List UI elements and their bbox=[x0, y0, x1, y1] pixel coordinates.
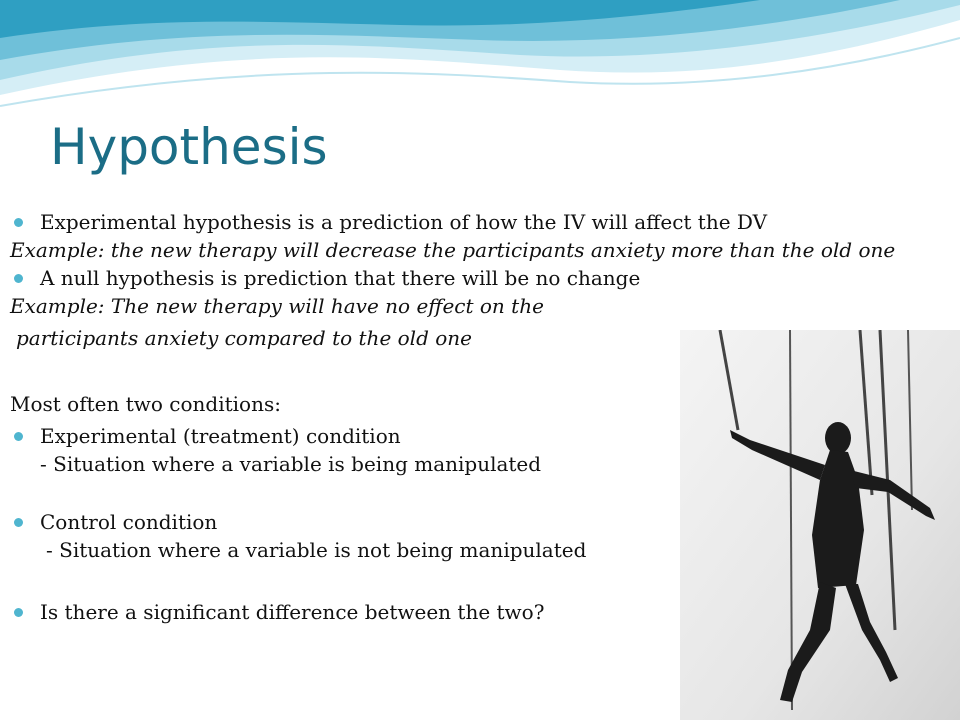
experimental-condition-label: Experimental (treatment) condition bbox=[40, 424, 401, 448]
conditions-heading: Most often two conditions: bbox=[10, 392, 281, 416]
bullet-significant-difference: Is there a significant difference between the two? bbox=[10, 598, 950, 626]
control-condition-detail: - Situation where a variable is not being manipulated bbox=[46, 538, 587, 562]
header-wave-decoration bbox=[0, 0, 960, 110]
example-null-line-1: Example: The new therapy will have no effect on the bbox=[10, 294, 544, 318]
experimental-condition-detail: - Situation where a variable is being manipulated bbox=[40, 452, 542, 476]
slide-title: Hypothesis bbox=[50, 118, 328, 176]
example-experimental: Example: the new therapy will decrease the participants anxiety more than the old one bbox=[10, 238, 896, 262]
bullet-null-hypothesis: A null hypothesis is prediction that there will be no change bbox=[10, 264, 950, 292]
example-null-line-2: participants anxiety compared to the old one bbox=[16, 326, 472, 350]
bullet-experimental-hypothesis: Experimental hypothesis is a prediction of how the IV will affect the DV bbox=[10, 208, 950, 236]
control-condition-label: Control condition bbox=[40, 510, 218, 534]
puppet-figure-photo bbox=[680, 330, 960, 720]
